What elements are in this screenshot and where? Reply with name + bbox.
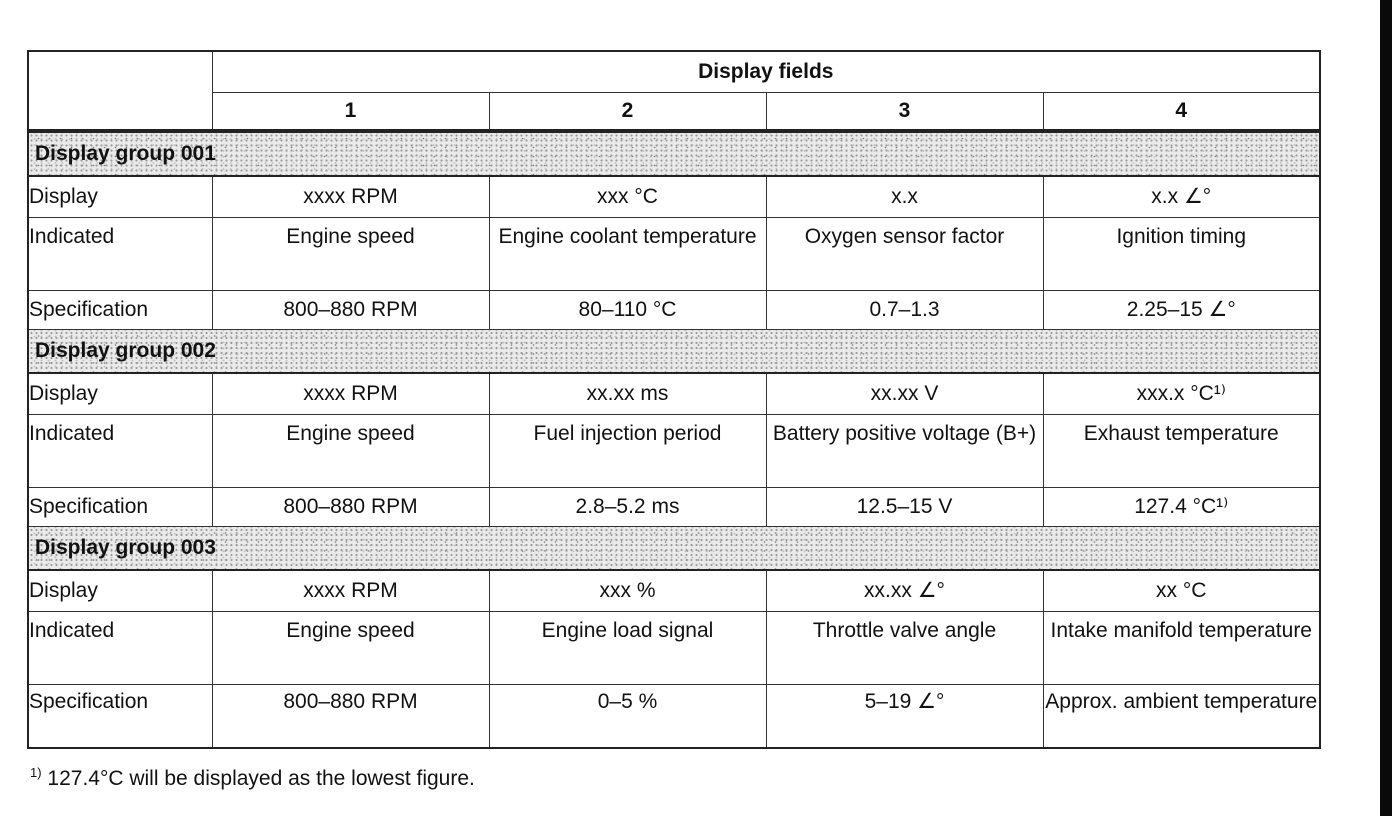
table-cell: xxxx RPM xyxy=(212,176,489,218)
table-cell: Exhaust temperature xyxy=(1043,415,1320,488)
table-cell: xxxx RPM xyxy=(212,570,489,612)
corner-cell xyxy=(28,51,212,93)
row-label: Specification xyxy=(28,685,212,749)
table-row xyxy=(28,415,1320,488)
table-cell: Ignition timing xyxy=(1043,218,1320,291)
group-title: Display group 002 xyxy=(28,330,1320,374)
table-cell: Engine speed xyxy=(212,415,489,488)
table-cell: Engine speed xyxy=(212,218,489,291)
footnote-marker: 1) xyxy=(30,765,42,780)
table-cell: Throttle valve angle xyxy=(766,612,1043,685)
row-label: Indicated xyxy=(28,612,212,685)
table-cell: Oxygen sensor factor xyxy=(766,218,1043,291)
table-cell: x.x xyxy=(766,176,1043,218)
row-label: Display xyxy=(28,176,212,218)
table-cell: xx.xx V xyxy=(766,373,1043,415)
table-cell: 2.8–5.2 ms xyxy=(489,488,766,527)
column-header-4: 4 xyxy=(1043,93,1320,132)
table-cell: 5–19 ∠° xyxy=(766,685,1043,749)
header-row-columns xyxy=(28,93,1320,132)
column-header-3: 3 xyxy=(766,93,1043,132)
row-label: Indicated xyxy=(28,415,212,488)
table-cell: Engine speed xyxy=(212,612,489,685)
header-row-title xyxy=(28,51,1320,93)
table-row xyxy=(28,685,1320,749)
table-cell: 0–5 % xyxy=(489,685,766,749)
group-header-row xyxy=(28,527,1320,571)
table-cell: 800–880 RPM xyxy=(212,291,489,330)
footnote-text: 127.4°C will be displayed as the lowest figure. xyxy=(47,767,475,790)
corner-cell-lower xyxy=(28,93,212,132)
table-cell: Engine load signal xyxy=(489,612,766,685)
table-cell: xx.xx ∠° xyxy=(766,570,1043,612)
table-row xyxy=(28,291,1320,330)
table-cell: 127.4 °C¹⁾ xyxy=(1043,488,1320,527)
table-cell: xxx % xyxy=(489,570,766,612)
column-header-2: 2 xyxy=(489,93,766,132)
table-cell: Intake manifold temperature xyxy=(1043,612,1320,685)
table-cell: xxx °C xyxy=(489,176,766,218)
display-fields-title: Display fields xyxy=(212,51,1320,93)
table-cell: Approx. ambient temperature xyxy=(1043,685,1320,749)
group-header-row xyxy=(28,131,1320,176)
table-cell: xxx.x °C¹⁾ xyxy=(1043,373,1320,415)
display-groups-table xyxy=(27,50,1321,749)
table-cell: Engine coolant temperature xyxy=(489,218,766,291)
table-cell: x.x ∠° xyxy=(1043,176,1320,218)
group-header-row xyxy=(28,330,1320,374)
scan-edge-bar xyxy=(1380,0,1392,816)
table-cell: xx.xx ms xyxy=(489,373,766,415)
row-label: Indicated xyxy=(28,218,212,291)
table-cell: xx °C xyxy=(1043,570,1320,612)
table-row xyxy=(28,373,1320,415)
table-row xyxy=(28,612,1320,685)
table-cell: 800–880 RPM xyxy=(212,685,489,749)
group-title: Display group 001 xyxy=(28,131,1320,176)
row-label: Display xyxy=(28,570,212,612)
table-cell: 2.25–15 ∠° xyxy=(1043,291,1320,330)
row-label: Specification xyxy=(28,291,212,330)
table-cell: xxxx RPM xyxy=(212,373,489,415)
table-cell: Fuel injection period xyxy=(489,415,766,488)
row-label: Specification xyxy=(28,488,212,527)
table-cell: Battery positive voltage (B+) xyxy=(766,415,1043,488)
row-label: Display xyxy=(28,373,212,415)
table-row xyxy=(28,176,1320,218)
group-title: Display group 003 xyxy=(28,527,1320,571)
table-row xyxy=(28,570,1320,612)
column-header-1: 1 xyxy=(212,93,489,132)
footnote xyxy=(30,760,475,792)
table-row xyxy=(28,218,1320,291)
table-cell: 800–880 RPM xyxy=(212,488,489,527)
table-cell: 12.5–15 V xyxy=(766,488,1043,527)
table-cell: 0.7–1.3 xyxy=(766,291,1043,330)
table-cell: 80–110 °C xyxy=(489,291,766,330)
table-row xyxy=(28,488,1320,527)
